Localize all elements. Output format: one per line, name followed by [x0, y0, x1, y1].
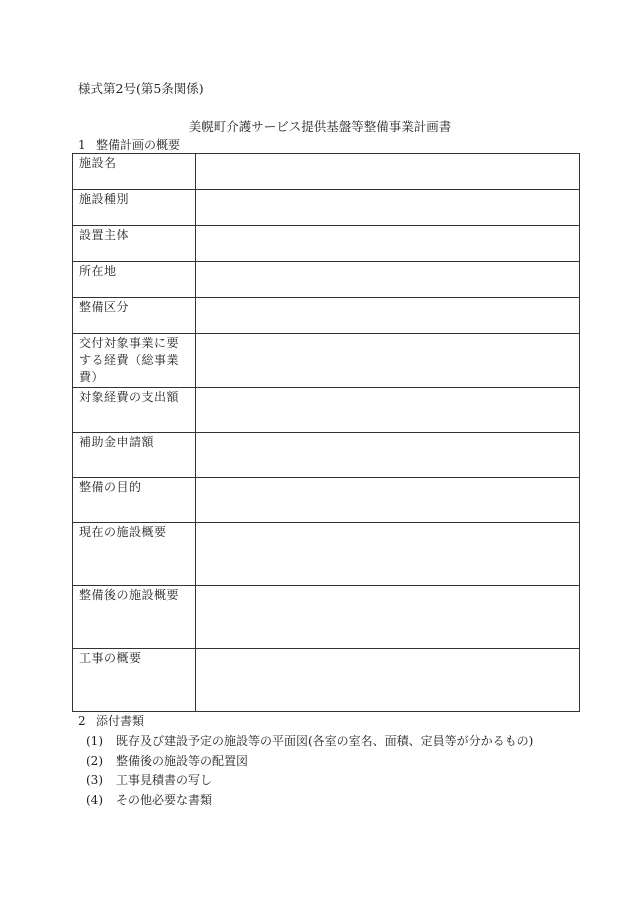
row-value-facility-name[interactable] — [196, 154, 580, 190]
row-value-facility-type[interactable] — [196, 190, 580, 226]
row-value-purpose[interactable] — [196, 478, 580, 523]
table-row — [73, 586, 580, 649]
table-row — [73, 226, 580, 262]
row-label-location: 所在地 — [73, 262, 196, 298]
row-value-current-facility[interactable] — [196, 523, 580, 586]
plan-overview-table — [72, 153, 580, 712]
row-label-current-facility: 現在の施設概要 — [73, 523, 196, 586]
list-item-text: 既存及び建設予定の施設等の平面図(各室の室名、面積、定員等が分かるもの) — [116, 734, 534, 749]
section-1-title: 整備計画の概要 — [96, 138, 181, 152]
list-item-text: 整備後の施設等の配置図 — [116, 753, 249, 768]
list-item — [86, 753, 533, 773]
section-2-number: 2 — [78, 714, 86, 728]
list-item-text: その他必要な書類 — [116, 792, 213, 807]
row-value-location[interactable] — [196, 262, 580, 298]
row-label-expenditure-amount: 対象経費の支出額 — [73, 388, 196, 433]
section-2-heading — [78, 713, 533, 729]
list-item — [86, 733, 533, 753]
row-label-construction-overview: 工事の概要 — [73, 649, 196, 712]
table-row — [73, 262, 580, 298]
table-row — [73, 334, 580, 388]
list-item-marker: (3) — [86, 773, 103, 788]
section-1-number: 1 — [78, 138, 86, 152]
table-row — [73, 478, 580, 523]
row-label-establishing-entity: 設置主体 — [73, 226, 196, 262]
row-value-total-project-cost[interactable] — [196, 334, 580, 388]
table-row — [73, 154, 580, 190]
row-label-facility-type: 施設種別 — [73, 190, 196, 226]
list-item — [86, 772, 533, 792]
table-row — [73, 190, 580, 226]
table-row — [73, 298, 580, 334]
list-item-marker: (4) — [86, 792, 103, 807]
row-value-establishing-entity[interactable] — [196, 226, 580, 262]
attachments-section — [78, 713, 533, 811]
row-value-construction-overview[interactable] — [196, 649, 580, 712]
list-item-marker: (2) — [86, 753, 103, 768]
form-number: 様式第2号(第5条関係) — [78, 81, 204, 96]
row-value-post-development-facility[interactable] — [196, 586, 580, 649]
row-label-subsidy-amount: 補助金申請額 — [73, 433, 196, 478]
row-label-post-development-facility: 整備後の施設概要 — [73, 586, 196, 649]
list-item — [86, 792, 533, 812]
table-row — [73, 388, 580, 433]
table-row — [73, 433, 580, 478]
row-label-purpose: 整備の目的 — [73, 478, 196, 523]
table-row — [73, 523, 580, 586]
table-row — [73, 649, 580, 712]
row-value-expenditure-amount[interactable] — [196, 388, 580, 433]
list-item-text: 工事見積書の写し — [116, 773, 213, 788]
attachments-list — [78, 733, 533, 811]
section-1-heading — [78, 137, 180, 153]
list-item-marker: (1) — [86, 734, 103, 749]
section-2-title: 添付書類 — [96, 714, 145, 728]
document-title: 美幌町介護サービス提供基盤等整備事業計画書 — [188, 119, 452, 134]
row-label-facility-name: 施設名 — [73, 154, 196, 190]
row-label-total-project-cost: 交付対象事業に要する経費（総事業費） — [73, 334, 196, 388]
row-label-development-category: 整備区分 — [73, 298, 196, 334]
row-value-development-category[interactable] — [196, 298, 580, 334]
row-value-subsidy-amount[interactable] — [196, 433, 580, 478]
